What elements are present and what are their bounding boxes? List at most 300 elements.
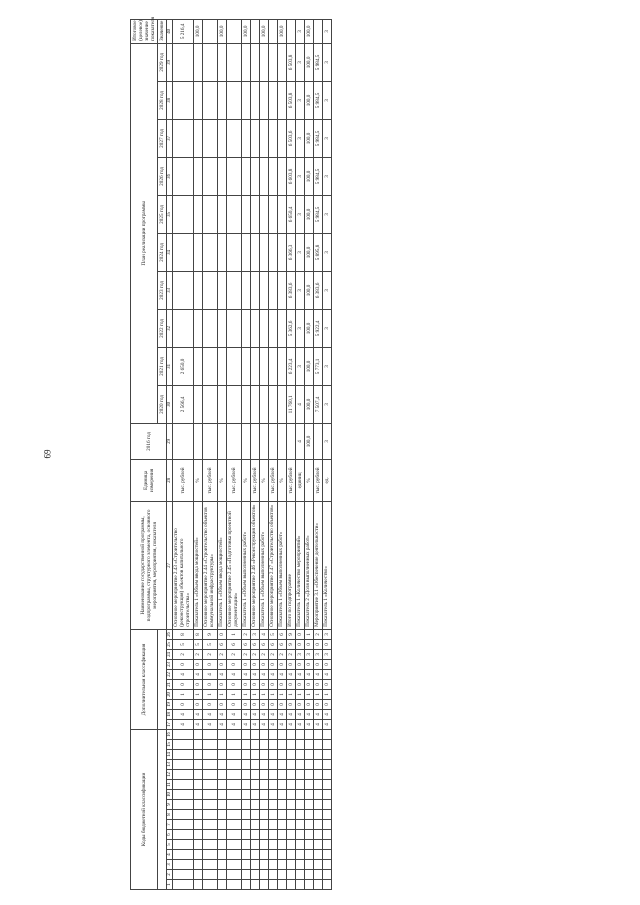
year-value-cell (217, 43, 226, 81)
code-cell (250, 860, 259, 870)
year-value-cell (250, 309, 259, 347)
code-cell: 4 (277, 720, 286, 730)
code-cell: 4 (286, 670, 295, 680)
code-cell (241, 840, 250, 850)
year-value-cell (173, 233, 194, 271)
code-cell (268, 760, 277, 770)
code-cell: 0 (304, 640, 313, 650)
code-cell (226, 840, 241, 850)
code-cell (217, 860, 226, 870)
unit-cell: тыс. рублей (250, 459, 259, 501)
code-cell: 6 (268, 640, 277, 650)
code-cell (313, 790, 322, 800)
code-cell (226, 820, 241, 830)
code-cell: 4 (304, 670, 313, 680)
total-value-header: Значение (158, 19, 167, 43)
year-value-cell (173, 81, 194, 119)
code-cell (217, 760, 226, 770)
code-cell (226, 790, 241, 800)
year-value-cell: 100,0 (304, 157, 313, 195)
code-cell: 2 (286, 650, 295, 660)
code-cell: 0 (217, 680, 226, 690)
code-cell (277, 770, 286, 780)
additional-codes-subheader (158, 629, 167, 729)
year-value-cell (226, 347, 241, 385)
code-cell: 0 (241, 700, 250, 710)
code-cell (226, 740, 241, 750)
code-cell (202, 750, 217, 760)
column-number-cell: 16 (167, 730, 173, 740)
code-cell (259, 810, 268, 820)
code-cell (259, 730, 268, 740)
code-cell (277, 880, 286, 890)
code-cell (250, 790, 259, 800)
code-cell (286, 770, 295, 780)
year-value-cell (259, 81, 268, 119)
code-cell (193, 860, 202, 870)
year-value-cell: 100,0 (304, 81, 313, 119)
code-cell (193, 750, 202, 760)
code-cell: 2 (259, 650, 268, 660)
code-cell: 4 (202, 720, 217, 730)
final-value-cell (226, 19, 241, 43)
code-cell: 1 (173, 690, 194, 700)
column-number-cell: 29 (167, 423, 173, 459)
code-cell (226, 810, 241, 820)
year-value-cell (193, 81, 202, 119)
code-cell (193, 770, 202, 780)
year-value-cell: 5 362,6 (286, 309, 295, 347)
code-cell: 4 (241, 670, 250, 680)
code-cell (226, 830, 241, 840)
code-cell (193, 830, 202, 840)
column-number-cell: 36 (167, 157, 173, 195)
code-cell (322, 740, 331, 750)
code-cell: 1 (241, 690, 250, 700)
code-cell (277, 740, 286, 750)
code-cell (295, 820, 304, 830)
code-cell (277, 730, 286, 740)
year-value-cell (241, 347, 250, 385)
row-name-cell: Основное мероприятие 2.47 «Строительство объектов» (268, 501, 277, 629)
table-row (241, 19, 250, 889)
code-cell: 1 (250, 690, 259, 700)
budget-codes-group-header: Коды бюджетной классификации (131, 730, 158, 890)
row-name-cell: Основное мероприятие 2.44 «Строительство объектов коммунальной инфраструктуры» (202, 501, 217, 629)
code-cell (277, 750, 286, 760)
code-cell (322, 750, 331, 760)
table-row (277, 19, 286, 889)
code-cell (313, 820, 322, 830)
column-number-cell: 40 (167, 19, 173, 43)
year-header-2020: 2020 год (158, 385, 167, 423)
code-cell: 0 (250, 700, 259, 710)
year-value-cell (277, 157, 286, 195)
code-cell (277, 860, 286, 870)
code-cell: 4 (304, 710, 313, 720)
code-cell (193, 850, 202, 860)
program-indicators-table (130, 19, 332, 890)
code-cell (286, 740, 295, 750)
year-value-cell: 3 (322, 81, 331, 119)
code-cell (202, 870, 217, 880)
code-cell (193, 760, 202, 770)
year-value-cell (202, 233, 217, 271)
row-name-cell: Основное мероприятие 2.46 «Реконструкция объектов» (250, 501, 259, 629)
base-year-cell (268, 423, 277, 459)
column-number-cell: 28 (167, 459, 173, 501)
column-number-cell: 2 (167, 870, 173, 880)
row-name-cell: Показатель 1 «Объем ввода мощностей» (217, 501, 226, 629)
table-row (259, 19, 268, 889)
code-cell (259, 770, 268, 780)
code-cell (193, 810, 202, 820)
code-cell (241, 760, 250, 770)
code-cell (268, 740, 277, 750)
year-value-cell (250, 233, 259, 271)
rotated-table-viewport (130, 17, 585, 890)
year-value-cell (241, 157, 250, 195)
code-cell (295, 750, 304, 760)
code-cell (202, 860, 217, 870)
code-cell (313, 860, 322, 870)
year-value-cell: 6 650,4 (286, 195, 295, 233)
year-value-cell: 5 984,5 (313, 195, 322, 233)
table-row (286, 19, 295, 889)
year-value-cell (277, 119, 286, 157)
code-cell (313, 740, 322, 750)
year-value-cell (202, 347, 217, 385)
year-value-cell: 100,0 (304, 233, 313, 271)
code-cell: 0 (226, 680, 241, 690)
plan-group-header: План реализации программы (131, 43, 158, 423)
base-year-cell (173, 423, 194, 459)
code-cell: 0 (277, 700, 286, 710)
year-value-cell (202, 385, 217, 423)
code-cell: 4 (286, 710, 295, 720)
year-value-cell (268, 309, 277, 347)
code-cell (322, 780, 331, 790)
code-cell (322, 830, 331, 840)
code-cell (173, 810, 194, 820)
year-value-cell: 3 (295, 81, 304, 119)
column-number-cell: 30 (167, 385, 173, 423)
year-value-cell (217, 309, 226, 347)
year-value-cell (250, 385, 259, 423)
code-cell (202, 810, 217, 820)
code-cell (322, 840, 331, 850)
code-cell (226, 730, 241, 740)
year-value-cell (193, 385, 202, 423)
unit-cell: % (259, 459, 268, 501)
year-value-cell (193, 119, 202, 157)
year-value-cell (202, 157, 217, 195)
year-header-2027: 2027 год (158, 119, 167, 157)
year-value-cell (268, 119, 277, 157)
year-value-cell (226, 233, 241, 271)
final-value-cell: 3 (322, 19, 331, 43)
code-cell (286, 840, 295, 850)
code-cell: 4 (250, 710, 259, 720)
year-value-cell (277, 195, 286, 233)
code-cell: 2 (250, 650, 259, 660)
code-cell: 4 (241, 720, 250, 730)
code-cell (259, 740, 268, 750)
code-cell (241, 800, 250, 810)
column-number-cell: 24 (167, 650, 173, 660)
code-cell (295, 860, 304, 870)
column-number-cell: 17 (167, 720, 173, 730)
final-value-cell: 100,0 (259, 19, 268, 43)
code-cell (259, 780, 268, 790)
code-cell: 4 (217, 710, 226, 720)
table-row (295, 19, 304, 889)
year-value-cell (250, 195, 259, 233)
code-cell (193, 820, 202, 830)
final-value-cell: 100,0 (277, 19, 286, 43)
rotated-page-content (130, 17, 585, 890)
code-cell (250, 850, 259, 860)
code-cell (277, 870, 286, 880)
code-cell (304, 780, 313, 790)
year-value-cell (259, 347, 268, 385)
code-cell (250, 810, 259, 820)
budget-codes-subheader (158, 730, 167, 890)
code-cell (295, 830, 304, 840)
column-number-cell: 9 (167, 800, 173, 810)
code-cell: 0 (217, 629, 226, 639)
code-cell (202, 780, 217, 790)
code-cell: 0 (217, 660, 226, 670)
year-value-cell (241, 309, 250, 347)
table-row (202, 19, 217, 889)
code-cell (250, 760, 259, 770)
column-number-cell: 35 (167, 195, 173, 233)
code-cell: 4 (173, 720, 194, 730)
code-cell: 6 (277, 640, 286, 650)
year-header-2028: 2028 год (158, 81, 167, 119)
year-value-cell: 100,0 (304, 347, 313, 385)
code-cell (193, 800, 202, 810)
year-value-cell: 3 (295, 195, 304, 233)
code-cell (286, 750, 295, 760)
code-cell (268, 820, 277, 830)
code-cell: 0 (241, 660, 250, 670)
base-year-cell (277, 423, 286, 459)
table-row (268, 19, 277, 889)
year-value-cell (193, 309, 202, 347)
base-year-cell (286, 423, 295, 459)
code-cell (322, 730, 331, 740)
base-year-cell (313, 423, 322, 459)
code-cell (322, 850, 331, 860)
code-cell (304, 880, 313, 890)
year-value-cell: 5 984,5 (313, 43, 322, 81)
code-cell: 0 (259, 700, 268, 710)
code-cell (173, 860, 194, 870)
code-cell: 3 (250, 629, 259, 639)
code-cell (250, 740, 259, 750)
code-cell (259, 790, 268, 800)
code-cell (202, 840, 217, 850)
code-cell (295, 850, 304, 860)
code-cell (322, 770, 331, 780)
year-value-cell: 3 (322, 157, 331, 195)
year-value-cell (217, 195, 226, 233)
code-cell (250, 870, 259, 880)
year-value-cell (259, 43, 268, 81)
code-cell (268, 780, 277, 790)
code-cell (286, 850, 295, 860)
final-value-cell: 100,0 (241, 19, 250, 43)
code-cell: 0 (259, 660, 268, 670)
code-cell: 4 (268, 720, 277, 730)
code-cell: 4 (193, 710, 202, 720)
column-number-cell: 37 (167, 119, 173, 157)
code-cell (217, 820, 226, 830)
code-cell (295, 770, 304, 780)
code-cell: 0 (295, 660, 304, 670)
column-number-cell: 18 (167, 710, 173, 720)
final-value-cell (268, 19, 277, 43)
code-cell: 9 (286, 640, 295, 650)
year-value-cell (202, 81, 217, 119)
code-cell (217, 800, 226, 810)
code-cell (268, 870, 277, 880)
code-cell (322, 790, 331, 800)
code-cell: 0 (193, 700, 202, 710)
year-value-cell: 3 (295, 119, 304, 157)
year-value-cell (241, 81, 250, 119)
code-cell: 4 (226, 720, 241, 730)
year-value-cell (259, 309, 268, 347)
final-value-cell: 100,0 (304, 19, 313, 43)
year-value-cell (217, 157, 226, 195)
year-value-cell (173, 157, 194, 195)
code-cell (173, 790, 194, 800)
code-cell: 4 (322, 720, 331, 730)
code-cell: 0 (217, 700, 226, 710)
year-value-cell (202, 309, 217, 347)
code-cell (241, 770, 250, 780)
code-cell: 2 (241, 650, 250, 660)
unit-cell: тыс. рублей (313, 459, 322, 501)
code-cell (217, 730, 226, 740)
column-number-cell: 3 (167, 860, 173, 870)
code-cell (173, 800, 194, 810)
code-cell: 1 (226, 629, 241, 639)
year-value-cell (259, 195, 268, 233)
year-value-cell: 5 984,5 (313, 81, 322, 119)
code-cell (259, 800, 268, 810)
year-value-cell (217, 385, 226, 423)
code-cell (277, 840, 286, 850)
code-cell: 4 (202, 710, 217, 720)
code-cell: 3 (313, 650, 322, 660)
year-header-2024: 2024 год (158, 233, 167, 271)
code-cell (295, 760, 304, 770)
code-cell: 0 (286, 700, 295, 710)
code-cell (250, 780, 259, 790)
code-cell: 0 (173, 700, 194, 710)
code-cell (173, 830, 194, 840)
unit-cell: тыс. рублей (226, 459, 241, 501)
code-cell (277, 780, 286, 790)
code-cell (286, 830, 295, 840)
code-cell: 0 (322, 700, 331, 710)
code-cell (173, 740, 194, 750)
code-cell (277, 800, 286, 810)
code-cell (173, 730, 194, 740)
code-cell (173, 820, 194, 830)
column-number-cell: 4 (167, 850, 173, 860)
column-number-cell: 6 (167, 830, 173, 840)
code-cell (173, 850, 194, 860)
code-cell: 4 (286, 720, 295, 730)
final-value-cell: 100,0 (193, 19, 202, 43)
column-number-cell: 21 (167, 680, 173, 690)
code-cell: 0 (250, 660, 259, 670)
year-value-cell (241, 233, 250, 271)
code-cell: 2 (193, 650, 202, 660)
code-cell (304, 770, 313, 780)
year-value-cell: 3 (322, 347, 331, 385)
code-cell (304, 730, 313, 740)
code-cell (173, 840, 194, 850)
code-cell (277, 790, 286, 800)
code-cell: 0 (313, 680, 322, 690)
code-cell (304, 810, 313, 820)
year-value-cell: 100,0 (304, 43, 313, 81)
year-value-cell: 6 366,3 (286, 233, 295, 271)
code-cell: 4 (217, 720, 226, 730)
code-cell (295, 840, 304, 850)
code-cell (226, 860, 241, 870)
year-value-cell (226, 157, 241, 195)
code-cell: 6 (259, 640, 268, 650)
name-column-header: Наименование государственной программы, подпрограммы, структурного элемента, основного мероприятия, мероприятия, показателя (131, 501, 167, 629)
code-cell (226, 770, 241, 780)
code-cell: 4 (173, 670, 194, 680)
year-value-cell: 3 (295, 309, 304, 347)
code-cell (322, 810, 331, 820)
code-cell (322, 860, 331, 870)
code-cell (259, 750, 268, 760)
code-cell (286, 860, 295, 870)
code-cell (268, 750, 277, 760)
code-cell (304, 800, 313, 810)
code-cell (259, 760, 268, 770)
year-value-cell (217, 271, 226, 309)
year-value-cell (250, 157, 259, 195)
year-header-2029: 2029 год (158, 43, 167, 81)
year-value-cell: 100,0 (304, 309, 313, 347)
base-year-cell (202, 423, 217, 459)
year-value-cell: 2 566,4 (173, 385, 194, 423)
year-value-cell (217, 81, 226, 119)
code-cell: 0 (193, 680, 202, 690)
year-value-cell (193, 271, 202, 309)
column-number-cell: 33 (167, 271, 173, 309)
row-name-cell: Показатель 1 «Объем выполненных работ» (241, 501, 250, 629)
year-value-cell (250, 119, 259, 157)
code-cell: 2 (226, 650, 241, 660)
code-cell (241, 740, 250, 750)
year-value-cell: 6 603,8 (286, 157, 295, 195)
year-value-cell (226, 195, 241, 233)
code-cell (226, 850, 241, 860)
code-cell (277, 830, 286, 840)
